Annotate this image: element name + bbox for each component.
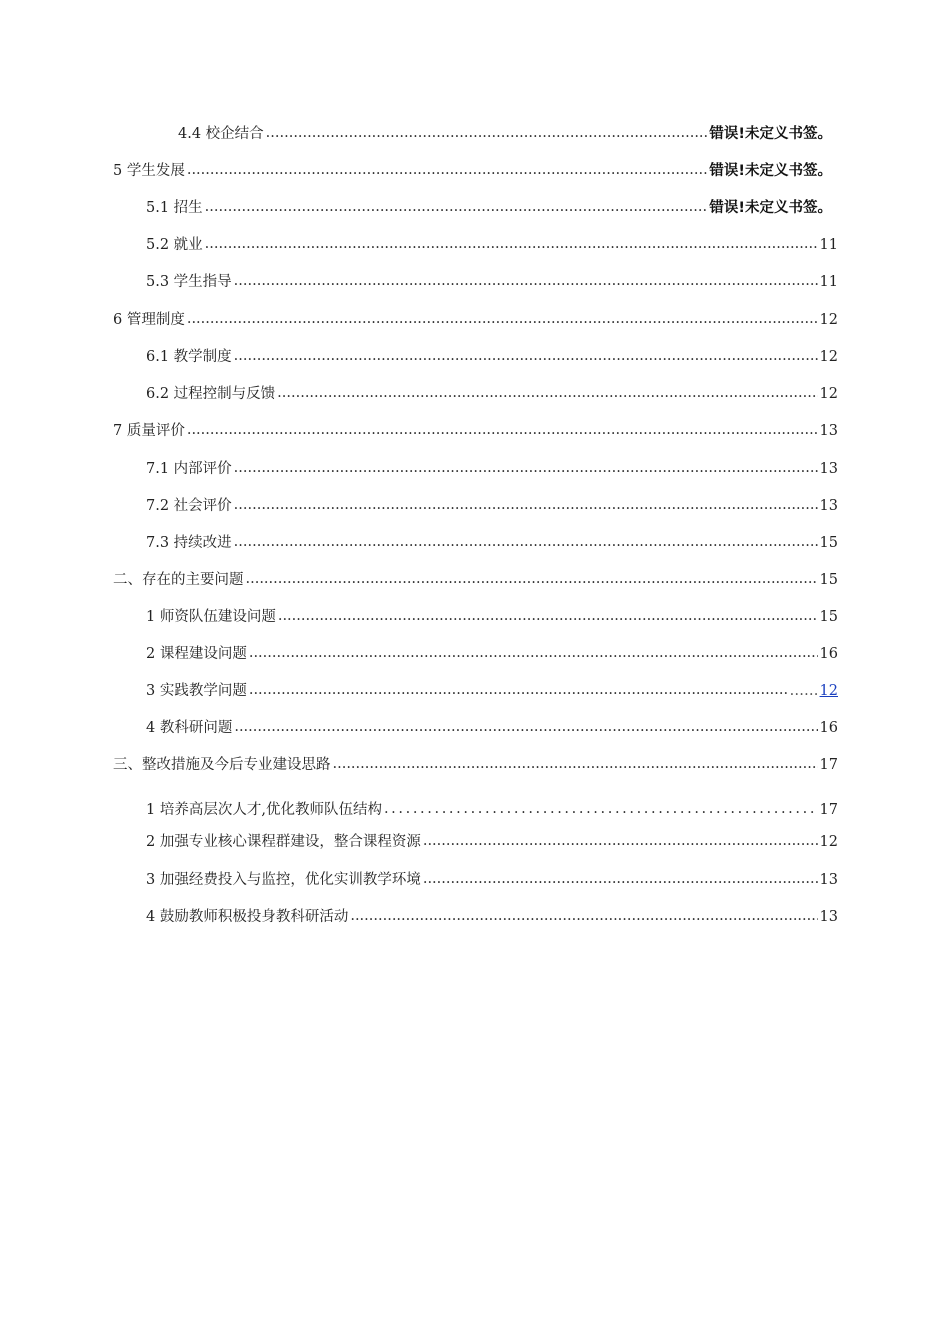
toc-entry-5-3[interactable] <box>0 270 950 292</box>
toc-leader-dots <box>277 383 817 403</box>
toc-entry-label: 6 管理制度 <box>113 312 185 328</box>
toc-leader-dots <box>205 234 818 254</box>
toc-entry-4-4[interactable] <box>0 122 950 144</box>
toc-page-error: 错误!未定义书签。 <box>709 200 832 216</box>
toc-entry-2-1[interactable] <box>0 605 950 627</box>
toc-leader-dots <box>423 869 818 889</box>
toc-page-number: 13 <box>819 909 838 925</box>
toc-entry-section-3[interactable] <box>0 753 950 775</box>
toc-page-number: 16 <box>819 720 838 736</box>
toc-leader-dots <box>333 754 818 774</box>
toc-page-number-link[interactable]: 12 <box>819 683 838 699</box>
toc-page-number: 13 <box>819 461 838 477</box>
toc-page-number: 16 <box>819 646 838 662</box>
toc-leader-dots <box>187 309 818 329</box>
toc-entry-6-1[interactable] <box>0 345 950 367</box>
toc-page-error: 错误!未定义书签。 <box>709 126 832 142</box>
toc-entry-label: 5 学生发展 <box>113 163 185 179</box>
toc-entry-7-3[interactable] <box>0 531 950 553</box>
toc-leader-dots <box>423 831 818 851</box>
toc-page-link[interactable] <box>790 681 838 701</box>
toc-entry-7-2[interactable] <box>0 494 950 516</box>
toc-entry-label: 7.1 内部评价 <box>146 461 232 477</box>
toc-entry-5[interactable] <box>0 159 950 181</box>
toc-entry-3-1[interactable] <box>0 798 950 820</box>
toc-entry-label: 二、存在的主要问题 <box>113 572 244 588</box>
toc-entry-label: 7 质量评价 <box>113 423 185 439</box>
toc-entry-label: 1 培养高层次人才,优化教师队伍结构 <box>146 802 382 818</box>
toc-page-number: 17 <box>819 802 838 818</box>
toc-leader-dots <box>350 906 817 926</box>
toc-entry-label: 1 师资队伍建设问题 <box>146 609 276 625</box>
toc-leader-dots <box>249 643 818 663</box>
toc-link-dots: …… <box>789 683 819 699</box>
toc-entry-label: 5.3 学生指导 <box>146 274 232 290</box>
toc-entry-label: 6.1 教学制度 <box>146 349 232 365</box>
toc-entry-2-4[interactable] <box>0 716 950 738</box>
toc-leader-dots <box>266 123 708 143</box>
toc-leader-dots <box>278 606 818 626</box>
toc-page-error: 错误!未定义书签。 <box>709 163 832 179</box>
toc-entry-7-1[interactable] <box>0 457 950 479</box>
toc-entry-5-2[interactable] <box>0 233 950 255</box>
toc-entry-label: 2 加强专业核心课程群建设，整合课程资源 <box>146 834 421 850</box>
toc-entry-label: 7.2 社会评价 <box>146 498 232 514</box>
toc-page-number: 15 <box>819 535 838 551</box>
toc-leader-dots <box>234 532 818 552</box>
toc-entry-label: 5.2 就业 <box>146 237 203 253</box>
toc-entry-2-3[interactable] <box>0 679 950 701</box>
toc-entry-label: 3 加强经费投入与监控，优化实训教学环境 <box>146 872 421 888</box>
toc-entry-section-2[interactable] <box>0 568 950 590</box>
toc-page-number: 11 <box>819 237 838 253</box>
toc-entry-3-2[interactable] <box>0 830 950 852</box>
toc-leader-dots <box>384 799 818 819</box>
toc-entry-7[interactable] <box>0 419 950 441</box>
toc-entry-6-2[interactable] <box>0 382 950 404</box>
toc-leader-dots <box>187 160 708 180</box>
toc-entry-3-3[interactable] <box>0 868 950 890</box>
toc-entry-2-2[interactable] <box>0 642 950 664</box>
toc-page-number: 12 <box>819 349 838 365</box>
toc-entry-label: 4.4 校企结合 <box>178 126 264 142</box>
toc-entry-label: 3 实践教学问题 <box>146 683 247 699</box>
toc-page-number: 13 <box>819 498 838 514</box>
toc-page-number: 17 <box>819 757 838 773</box>
toc-entry-label: 5.1 招生 <box>146 200 203 216</box>
toc-page-number: 13 <box>819 423 838 439</box>
toc-leader-dots <box>249 680 788 700</box>
toc-entry-label: 2 课程建设问题 <box>146 646 247 662</box>
toc-page-number: 13 <box>819 872 838 888</box>
toc-leader-dots <box>234 458 818 478</box>
toc-entry-label: 4 鼓励教师积极投身教科研活动 <box>146 909 349 925</box>
toc-leader-dots <box>234 717 817 737</box>
toc-leader-dots <box>234 346 818 366</box>
toc-leader-dots <box>234 495 818 515</box>
toc-entry-5-1[interactable] <box>0 196 950 218</box>
toc-leader-dots <box>187 420 818 440</box>
toc-entry-label: 三、整改措施及今后专业建设思路 <box>113 757 331 773</box>
toc-leader-dots <box>205 197 708 217</box>
toc-entry-label: 4 教科研问题 <box>146 720 233 736</box>
toc-page-number: 11 <box>819 274 838 290</box>
toc-leader-dots <box>246 569 818 589</box>
toc-entry-label: 6.2 过程控制与反馈 <box>146 386 276 402</box>
toc-leader-dots <box>234 271 818 291</box>
toc-page-number: 12 <box>819 312 838 328</box>
toc-entry-6[interactable] <box>0 308 950 330</box>
toc-page-number: 15 <box>819 572 838 588</box>
toc-entry-3-4[interactable] <box>0 905 950 927</box>
toc-page-number: 15 <box>819 609 838 625</box>
toc-page-number: 12 <box>819 386 838 402</box>
toc-entry-label: 7.3 持续改进 <box>146 535 232 551</box>
toc-page-number: 12 <box>819 834 838 850</box>
